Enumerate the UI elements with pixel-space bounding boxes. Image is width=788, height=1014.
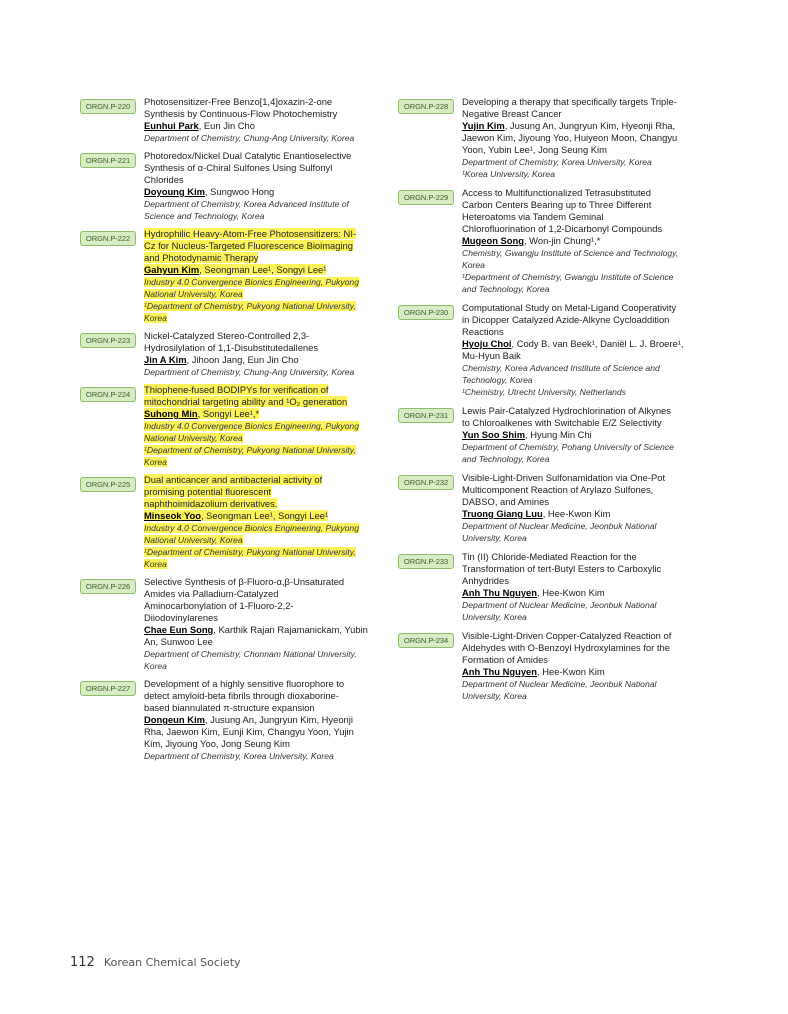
affiliation-line [462,283,694,295]
presenting-author: Anh Thu Nguyen [462,587,537,598]
author-line [144,624,370,636]
presenting-author: Eunhui Park [144,120,199,131]
abstract-title [462,551,694,587]
affiliation-text: Department of Chemistry, Korea University, Korea [144,751,334,761]
affiliation-text: University, Korea [462,612,527,622]
abstract-title [144,474,370,510]
title-text: detect amyloid-beta fibrils through dioxaborine- [144,690,339,701]
title-text: Access to Multifunctionalized Tetrasubstituted [462,187,651,198]
author-highlight [144,264,326,275]
co-authors: , Won-jin Chung¹,* [523,235,601,246]
co-authors: , Hyung Min Chi [525,429,592,440]
affiliation-text: University, Korea [462,533,527,543]
title-text: Development of a highly sensitive fluorophore to [144,678,345,689]
affiliation-text: Department of Nuclear Medicine, Jeonbuk National [462,600,657,610]
title-line [462,630,694,642]
poster-code-badge: ORGN.P-228 [398,99,454,114]
affiliation-text: Industry 4.0 Convergence Bionics Engineering, Pukyong [144,277,359,287]
affiliation-text: Korea [144,313,167,323]
poster-code-badge: ORGN.P-223 [80,333,136,348]
abstract-title [144,228,370,264]
author-highlight [144,510,328,521]
affiliation-line [462,271,694,283]
title-line [144,330,370,342]
title-line [462,96,694,108]
title-text: Synthesis of α-Chiral Sulfones Using Sulfonyl [144,162,333,173]
title-line [462,654,694,666]
title-line [144,108,370,120]
entry-body [144,474,370,570]
title-line [144,702,370,714]
title-text: Formation of Amides [462,654,548,665]
affiliation-text: Korea [144,661,167,671]
title-line [462,314,694,326]
affiliation-line [144,522,370,534]
title-line [144,228,370,240]
co-authors-line: Yoon, Yubin Lee¹, Jong Seung Kim [462,144,607,155]
author-line [462,235,694,247]
co-authors: , Hee-Kwon Kim [537,587,605,598]
presenting-author: Chae Eun Song [144,624,214,635]
affiliation-text: Technology, Korea [462,375,533,385]
abstract-title [144,576,370,624]
author-line [462,666,694,678]
abstract-entry [80,576,370,672]
title-line [144,690,370,702]
author-line [144,120,370,132]
affiliation-line [462,599,694,611]
title-line [144,498,370,510]
affiliation-line [144,750,370,762]
affiliation-line [144,366,370,378]
affiliation-line [144,660,370,672]
title-line [144,588,370,600]
co-authors: , Songyi Lee¹,* [197,408,260,419]
title-text: Hydrosilylation of 1,1-Disubstitutedallenes [144,342,319,353]
author-line [144,714,370,726]
title-line [462,484,694,496]
affiliation-line [462,259,694,271]
title-line [462,199,694,211]
title-line [462,496,694,508]
affiliation-line [462,374,694,386]
entry-body [144,576,370,672]
affiliation-text: National University, Korea [144,535,243,545]
title-line [144,612,370,624]
co-authors: , Cody B. van Beek¹, Daniël L. J. Broere¹, [511,338,684,349]
title-text: Selective Synthesis of β-Fluoro-α,β-Unsaturated [144,576,345,587]
affiliation-line [462,611,694,623]
presenting-author: Anh Thu Nguyen [462,666,537,677]
abstract-title [462,187,694,235]
poster-code-badge: ORGN.P-232 [398,475,454,490]
co-authors-line: Kim, Jiyoung Yoo, Jong Seung Kim [144,738,290,749]
presenting-author: Yun Soo Shim [462,429,526,440]
title-line [144,174,370,186]
affiliation-text: Department of Chemistry, Korea Advanced Institute of [144,199,349,209]
presenting-author: Hyoju Choi [462,338,512,349]
affiliation-text: Industry 4.0 Convergence Bionics Engineering, Pukyong [144,421,359,431]
abstract-entry [80,330,370,378]
co-authors: , Jusung An, Jungryun Kim, Hyeonji Rha, [504,120,676,131]
abstract-title [144,678,370,714]
author-line [462,508,694,520]
title-line [462,472,694,484]
co-authors: , Seongman Lee¹, Songyi Lee¹ [200,510,329,521]
affiliation-text: Department of Chemistry, Chung-Ang University, Korea [144,367,355,377]
title-text: Photosensitizer-Free Benzo[1,4]oxazin-2-one [144,96,333,107]
society-name: Korean Chemical Society [103,956,241,969]
right-column [398,96,694,709]
affiliation-line [144,288,370,300]
abstract-entry [398,630,694,702]
title-text: naphthoimidazolium derivatives. [144,498,278,509]
title-line [462,302,694,314]
title-line [144,240,370,252]
entry-body [144,678,370,762]
affiliation-text: Department of Nuclear Medicine, Jeonbuk National [462,521,657,531]
title-line [462,642,694,654]
title-text: Synthesis by Continuous-Flow Photochemistry [144,108,338,119]
entry-body [144,228,370,324]
affiliation-text: Department of Chemistry, Chung-Ang University, Korea [144,133,355,143]
affiliation-line [462,386,694,398]
title-line [144,162,370,174]
affiliation-line [144,420,370,432]
title-line [462,223,694,235]
abstract-entry [398,472,694,544]
title-text: Amides via Palladium-Catalyzed [144,588,279,599]
title-text: Chlorofluorination of 1,2-Dicarbonyl Compounds [462,223,663,234]
title-line [462,551,694,563]
author-highlight [144,714,353,725]
abstract-entry [398,96,694,180]
author-line [144,408,370,420]
title-text: Dual anticancer and antibacterial activity of [144,474,323,485]
affiliation-line [462,453,694,465]
abstract-entry [398,187,694,295]
affiliation-text: ¹Korea University, Korea [462,169,555,179]
poster-code-badge: ORGN.P-220 [80,99,136,114]
affiliation-line [462,156,694,168]
affiliation-text: ¹Department of Chemistry, Gwangju Institute of Science [462,272,674,282]
title-text: promising potential fluorescent [144,486,272,497]
affiliation-line [462,441,694,453]
entry-body [462,472,694,544]
affiliation-text: Chemistry, Korea Advanced Institute of Science and [462,363,660,373]
affiliation-line [144,210,370,222]
author-line [144,264,370,276]
title-line [462,563,694,575]
entry-body [462,551,694,623]
affiliation-line [462,532,694,544]
title-text: Visible-Light-Driven Copper-Catalyzed Reaction of [462,630,672,641]
abstract-entry [80,474,370,570]
abstract-title [144,96,370,120]
entry-body [462,96,694,180]
author-highlight [462,666,605,677]
affiliation-line [144,456,370,468]
author-highlight [462,235,600,246]
presenting-author: Gahyun Kim [144,264,200,275]
title-text: DABSO, and Amines [462,496,550,507]
abstract-entry [80,150,370,222]
affiliation-text: and Technology, Korea [462,454,550,464]
entry-body [144,384,370,468]
title-text: Reactions [462,326,504,337]
presenting-author: Truong Giang Luu [462,508,543,519]
abstract-title [144,150,370,186]
affiliation-text: ¹Department of Chemistry, Pukyong National University, [144,301,356,311]
title-text: Heteroatoms via Tandem Geminal [462,211,604,222]
author-highlight [462,120,675,131]
abstract-title [462,405,694,429]
poster-code-badge: ORGN.P-227 [80,681,136,696]
author-highlight [144,624,368,635]
title-line [144,384,370,396]
co-authors-line: An, Sunwoo Lee [144,636,213,647]
title-text: Computational Study on Metal-Ligand Cooperativity [462,302,677,313]
co-authors: , Hee-Kwon Kim [542,508,611,519]
co-authors: , Eun Jin Cho [198,120,255,131]
affiliation-line [462,520,694,532]
presenting-author: Jin A Kim [144,354,187,365]
poster-code-badge: ORGN.P-231 [398,408,454,423]
title-text: Carbon Centers Bearing up to Three Different [462,199,652,210]
title-line [144,252,370,264]
title-text: Nickel-Catalyzed Stereo-Controlled 2,3- [144,330,310,341]
author-highlight [144,408,259,419]
affiliation-text: National University, Korea [144,289,243,299]
affiliation-text: National University, Korea [144,433,243,443]
title-text: Multicomponent Reaction of Arylazo Sulfones, [462,484,654,495]
co-authors-line: Mu-Hyun Baik [462,350,521,361]
poster-code-badge: ORGN.P-230 [398,305,454,320]
affiliation-line [462,362,694,374]
affiliation-text: ¹Department of Chemistry, Pukyong National University, [144,445,356,455]
author-highlight [144,120,255,131]
title-line [144,600,370,612]
affiliation-text: and Technology, Korea [462,284,550,294]
title-line [462,211,694,223]
author-line [144,510,370,522]
affiliation-line [144,198,370,210]
entry-body [144,96,370,144]
abstract-title [144,384,370,408]
title-text: to Chloroalkenes with Switchable E/Z Selectivity [462,417,662,428]
title-text: Tin (II) Chloride-Mediated Reaction for the [462,551,637,562]
title-text: Hydrophilic Heavy-Atom-Free Photosensitizers: NI- [144,228,357,239]
author-highlight [462,508,610,519]
title-line [462,405,694,417]
title-text: mitochondrial targeting ability and ¹O₂ generation [144,396,348,407]
presenting-author: Mugeon Song [462,235,524,246]
title-line [144,342,370,354]
abstract-title [462,96,694,120]
poster-code-badge: ORGN.P-222 [80,231,136,246]
affiliation-line [144,534,370,546]
title-text: Negative Breast Cancer [462,108,562,119]
title-text: Diiodovinylarenes [144,612,218,623]
poster-code-badge: ORGN.P-226 [80,579,136,594]
affiliation-line [144,132,370,144]
title-text: Transformation of tert-Butyl Esters to Carboxylic [462,563,662,574]
entry-body [144,330,370,378]
co-authors-line: Jaewon Kim, Jiyoung Yoo, Huiyeon Moon, Changyu [462,132,678,143]
abstract-entry [398,405,694,465]
affiliation-line [144,558,370,570]
entry-body [144,150,370,222]
abstract-title [144,330,370,354]
affiliation-text: Korea [144,457,167,467]
author-highlight [144,186,274,197]
affiliation-line [144,648,370,660]
author-line [462,587,694,599]
presenting-author: Suhong Min [144,408,198,419]
presenting-author: Doyoung Kim [144,186,205,197]
title-line [144,678,370,690]
left-column [80,96,370,768]
affiliation-line [462,168,694,180]
co-authors: , Karthik Rajan Rajamanickam, Yubin [213,624,368,635]
poster-code-badge: ORGN.P-221 [80,153,136,168]
entry-body [462,187,694,295]
author-highlight [462,587,605,598]
title-line [144,150,370,162]
title-text: Chlorides [144,174,184,185]
affiliation-text: Department of Chemistry, Pohang University of Science [462,442,674,452]
affiliation-line [462,690,694,702]
co-authors: , Jusung An, Jungryun Kim, Hyeonji [204,714,353,725]
author-line [144,354,370,366]
co-authors: , Jihoon Jang, Eun Jin Cho [186,354,299,365]
entry-body [462,630,694,702]
author-line [462,338,694,350]
abstract-entry [80,678,370,762]
affiliation-text: ¹Department of Chemistry, Pukyong National University, [144,547,356,557]
affiliation-line [462,247,694,259]
co-authors: , Sungwoo Hong [204,186,275,197]
title-text: and Photodynamic Therapy [144,252,259,263]
poster-code-badge: ORGN.P-234 [398,633,454,648]
title-line [144,474,370,486]
affiliation-line [144,276,370,288]
title-line [144,576,370,588]
co-authors: , Hee-Kwon Kim [537,666,605,677]
title-line [462,108,694,120]
title-line [462,326,694,338]
abstract-entry [80,96,370,144]
poster-code-badge: ORGN.P-233 [398,554,454,569]
title-text: Thiophene-fused BODIPYs for verification of [144,384,329,395]
affiliation-text: Chemistry, Gwangju Institute of Science and Technology, [462,248,679,258]
title-text: Photoredox/Nickel Dual Catalytic Enantioselective [144,150,352,161]
affiliation-line [144,312,370,324]
title-text: Aminocarbonylation of 1-Fluoro-2,2- [144,600,294,611]
affiliation-text: Korea [462,260,485,270]
poster-code-badge: ORGN.P-229 [398,190,454,205]
abstract-entry [80,384,370,468]
affiliation-text: ¹Chemistry, Utrecht University, Netherlands [462,387,626,397]
title-text: based biannulated π-structure expansion [144,702,315,713]
affiliation-line [462,678,694,690]
abstract-entry [398,551,694,623]
co-authors: , Seongman Lee¹, Songyi Lee¹ [199,264,327,275]
presenting-author: Yujin Kim [462,120,505,131]
author-highlight [144,354,299,365]
entry-body [462,405,694,465]
author-highlight [462,338,683,349]
affiliation-text: Science and Technology, Korea [144,211,265,221]
co-authors-line: Rha, Jaewon Kim, Eunji Kim, Changyu Yoon, Yujin [144,726,354,737]
affiliation-line [144,432,370,444]
entry-body [462,302,694,398]
title-text: Lewis Pair-Catalyzed Hydrochlorination of Alkynes [462,405,671,416]
poster-code-badge: ORGN.P-225 [80,477,136,492]
affiliation-text: Department of Chemistry, Korea University, Korea [462,157,652,167]
title-line [144,96,370,108]
page-number: 112 [70,955,95,970]
title-line [144,396,370,408]
abstract-title [462,630,694,666]
author-line [462,429,694,441]
affiliation-text: University, Korea [462,691,527,701]
affiliation-text: Department of Nuclear Medicine, Jeonbuk National [462,679,657,689]
affiliation-line [144,300,370,312]
title-line [462,575,694,587]
title-line [462,417,694,429]
abstract-entry [398,302,694,398]
title-line [144,486,370,498]
title-text: Anhydrides [462,575,509,586]
title-text: Developing a therapy that specifically targets Triple- [462,96,677,107]
presenting-author: Dongeun Kim [144,714,205,725]
abstract-entry [80,228,370,324]
title-text: Cz for Nucleus-Targeted Fluorescence Bioimaging [144,240,353,251]
affiliation-text: Department of Chemistry, Chonnam National University, [144,649,357,659]
affiliation-text: Industry 4.0 Convergence Bionics Engineering, Pukyong [144,523,359,533]
affiliation-line [144,444,370,456]
page-footer [70,951,241,970]
author-highlight [462,429,592,440]
author-line [144,186,370,198]
author-line [462,120,694,132]
affiliation-text: Korea [144,559,167,569]
title-line [462,187,694,199]
title-text: Visible-Light-Driven Sulfonamidation via One-Pot [462,472,666,483]
poster-code-badge: ORGN.P-224 [80,387,136,402]
abstract-title [462,472,694,508]
abstract-title [462,302,694,338]
presenting-author: Minseok Yoo [144,510,201,521]
title-text: Aldehydes with O-Benzoyl Hydroxylamines for the [462,642,670,653]
title-text: in Dicopper Catalyzed Azide-Alkyne Cycloaddition [462,314,670,325]
affiliation-line [144,546,370,558]
